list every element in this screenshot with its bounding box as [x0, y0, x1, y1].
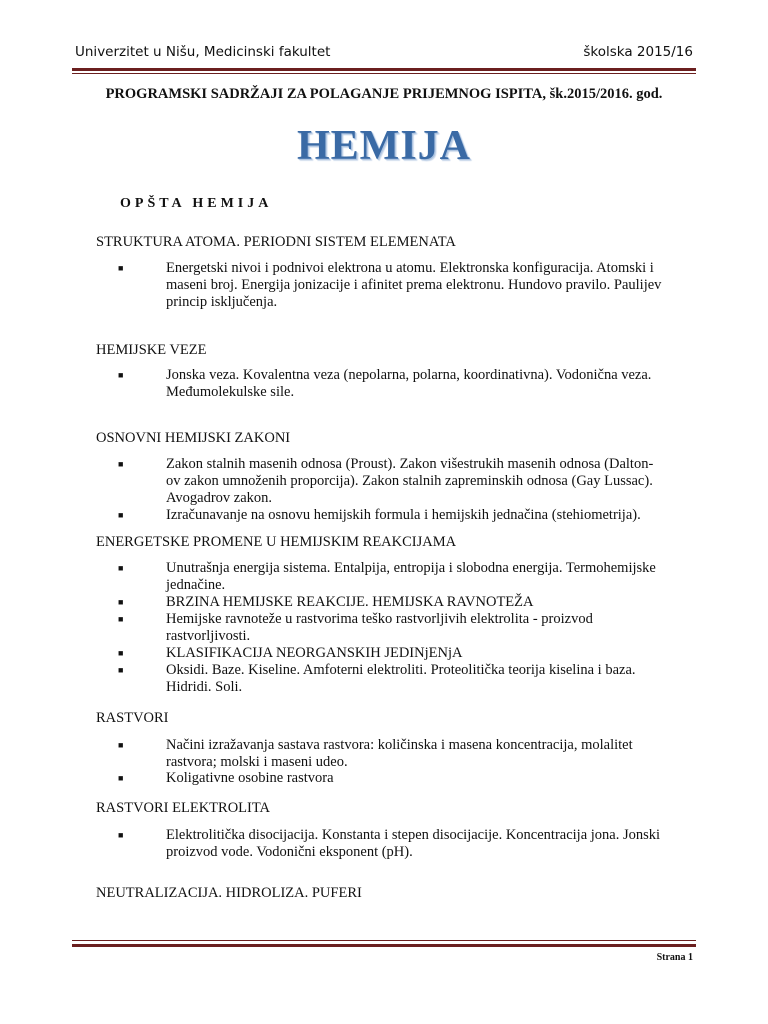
page-number: Strana 1 — [656, 952, 693, 963]
section-heading: RASTVORI — [96, 710, 169, 726]
footer-rule — [72, 944, 696, 947]
list-item: Izračunavanje na osnovu hemijskih formula i hemijskih jednačina (stehiometrija). — [166, 507, 641, 523]
page-header — [75, 44, 693, 66]
list-item: Zakon stalnih masenih odnosa (Proust). Zakon višestrukih masenih odnosa (Dalton- ov zakon umnoženih proporcija). Zakon stalnih zapreminskih odnosa (Gay Lussac). Avogadrov zakon. — [166, 456, 654, 506]
section-heading: ENERGETSKE PROMENE U HEMIJSKIM REAKCIJAMA — [96, 534, 457, 550]
bullet-icon: ■ — [118, 597, 124, 607]
list-item: BRZINA HEMIJSKE REAKCIJE. HEMIJSKA RAVNOTEŽA — [166, 594, 534, 610]
bullet-icon: ■ — [118, 648, 124, 658]
list-item: KLASIFIKACIJA NEORGANSKIH JEDINjENjA — [166, 645, 463, 661]
section-group-title: OPŠTA HEMIJA — [120, 196, 273, 211]
header-rule-thin — [72, 73, 696, 74]
footer-rule-thin — [72, 940, 696, 941]
section-heading: RASTVORI ELEKTROLITA — [96, 800, 271, 816]
subject-title: HEMIJA — [297, 123, 471, 169]
bullet-icon: ■ — [118, 614, 124, 624]
bullet-icon: ■ — [118, 740, 124, 750]
list-item: Unutrašnja energija sistema. Entalpija, entropija i slobodna energija. Termohemijske jednačine. — [166, 560, 656, 593]
list-item: Oksidi. Baze. Kiseline. Amfoterni elektroliti. Proteolitička teorija kiselina i baza. Hidridi. Soli. — [166, 662, 636, 695]
bullet-icon: ■ — [118, 830, 124, 840]
list-item: Jonska veza. Kovalentna veza (nepolarna, polarna, koordinativna). Vodonična veza. Međumolekulske sile. — [166, 367, 652, 400]
list-item: Koligativne osobine rastvora — [166, 770, 334, 786]
document-title: PROGRAMSKI SADRŽAJI ZA POLAGANJE PRIJEMNOG ISPITA, šk.2015/2016. god. — [105, 86, 663, 102]
bullet-icon: ■ — [118, 510, 124, 520]
header-school-year: školska 2015/16 — [583, 44, 693, 60]
list-item: Elektrolitička disocijacija. Konstanta i stepen disocijacije. Koncentracija jona. Jonski proizvod vode. Vodonični eksponent (pH). — [166, 827, 661, 860]
list-item: Energetski nivoi i podnivoi elektrona u atomu. Elektronska konfiguracija. Atomski i maseni broj. Energija jonizacije i afinitet prema elektronu. Hundovo pravilo. Paulijev princip isključenja. — [166, 260, 662, 310]
bullet-icon: ■ — [118, 563, 124, 573]
section-heading: HEMIJSKE VEZE — [96, 342, 207, 358]
list-item: Načini izražavanja sastava rastvora: količinska i masena koncentracija, molalitet rastvora; molski i maseni udeo. — [166, 737, 633, 770]
bullet-icon: ■ — [118, 665, 124, 675]
list-item: Hemijske ravnoteže u rastvorima teško rastvorljivih elektrolita - proizvod rastvorljivosti. — [166, 611, 593, 644]
section-heading: OSNOVNI HEMIJSKI ZAKONI — [96, 430, 291, 446]
section-heading: STRUKTURA ATOMA. PERIODNI SISTEM ELEMENATA — [96, 234, 456, 250]
bullet-icon: ■ — [118, 773, 124, 783]
header-institution: Univerzitet u Nišu, Medicinski fakultet — [75, 44, 331, 60]
header-rule — [72, 68, 696, 71]
bullet-icon: ■ — [118, 370, 124, 380]
bullet-icon: ■ — [118, 263, 124, 273]
section-heading: NEUTRALIZACIJA. HIDROLIZA. PUFERI — [96, 885, 362, 901]
bullet-icon: ■ — [118, 459, 124, 469]
